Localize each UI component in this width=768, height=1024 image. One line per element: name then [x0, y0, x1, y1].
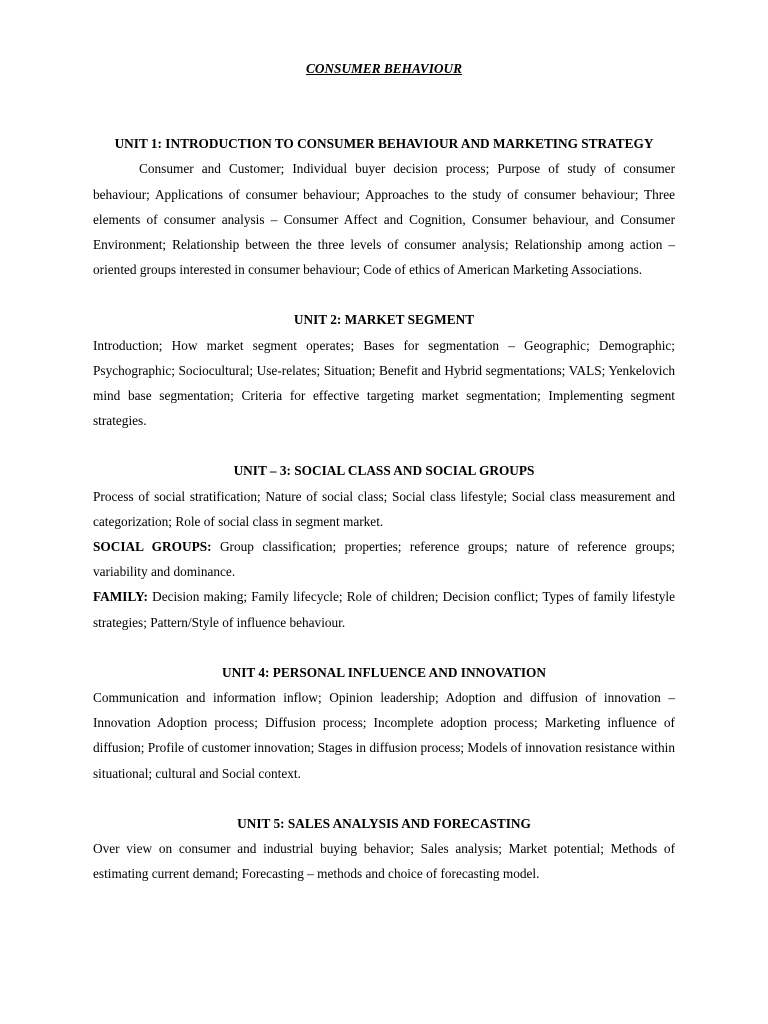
family-label: FAMILY:: [93, 589, 148, 605]
spacer: [93, 433, 675, 458]
unit-5-heading: UNIT 5: SALES ANALYSIS AND FORECASTING: [237, 815, 531, 831]
unit-4-section: [93, 660, 675, 786]
spacer: [93, 786, 675, 811]
spacer: [93, 282, 675, 307]
social-groups-text: Group classification; properties; reference groups; nature of reference groups; variability and dominance.: [93, 539, 675, 580]
spacer: [93, 81, 675, 131]
unit-2-heading: UNIT 2: MARKET SEGMENT: [293, 312, 475, 328]
unit-3-body: Process of social stratification; Nature of social class; Social class lifestyle; Social class measurement and categorization; Role of social class in segment market.: [93, 488, 675, 529]
unit-2-section: [93, 307, 675, 433]
unit-2-body: Introduction; How market segment operates; Bases for segmentation – Geographic; Demographic; Psychographic; Sociocultural; Use-relates; Situation; Benefit and Hybrid segmentations; VALS; Yenkelovich mind base segmentation; Criteria for effective targeting market segmentation; Implementing segment strategies.: [93, 337, 675, 429]
unit-4-heading: UNIT 4: PERSONAL INFLUENCE AND INNOVATION: [222, 664, 546, 680]
unit-5-section: [93, 811, 675, 887]
unit-3-section: [93, 458, 675, 634]
unit-1-section: [93, 131, 675, 282]
spacer: [93, 635, 675, 660]
family-text: Decision making; Family lifecycle; Role of children; Decision conflict; Types of family lifestyle strategies; Pattern/Style of influence behaviour.: [93, 589, 675, 630]
social-groups-paragraph: [93, 534, 675, 584]
unit-1-body: Consumer and Customer; Individual buyer decision process; Purpose of study of consumer behaviour; Applications of consumer behaviour; Approaches to the study of consumer behaviour; Three elements of consumer analysis – Consumer Affect and Cognition, Consumer behaviour, and Consumer Environment; Relationship between the three levels of consumer analysis; Relationship among action – oriented groups interested in consumer behaviour; Code of ethics of American Marketing Associations.: [93, 161, 675, 278]
social-groups-label: SOCIAL GROUPS:: [93, 539, 212, 555]
document-page: [93, 56, 675, 886]
family-paragraph: [93, 584, 675, 634]
unit-5-body: Over view on consumer and industrial buying behavior; Sales analysis; Market potential; Methods of estimating current demand; Forecasting – methods and choice of forecasting model.: [93, 841, 675, 882]
unit-3-heading: UNIT – 3: SOCIAL CLASS AND SOCIAL GROUPS: [233, 463, 535, 479]
document-title: CONSUMER BEHAVIOUR: [305, 61, 463, 76]
unit-1-heading: UNIT 1: INTRODUCTION TO CONSUMER BEHAVIOUR AND MARKETING STRATEGY: [114, 136, 654, 152]
unit-4-body: Communication and information inflow; Opinion leadership; Adoption and diffusion of innovation – Innovation Adoption process; Diffusion process; Incomplete adoption process; Marketing influence of diffusion; Profile of customer innovation; Stages in diffusion process; Models of innovation resistance within situational; cultural and Social context.: [93, 690, 675, 781]
